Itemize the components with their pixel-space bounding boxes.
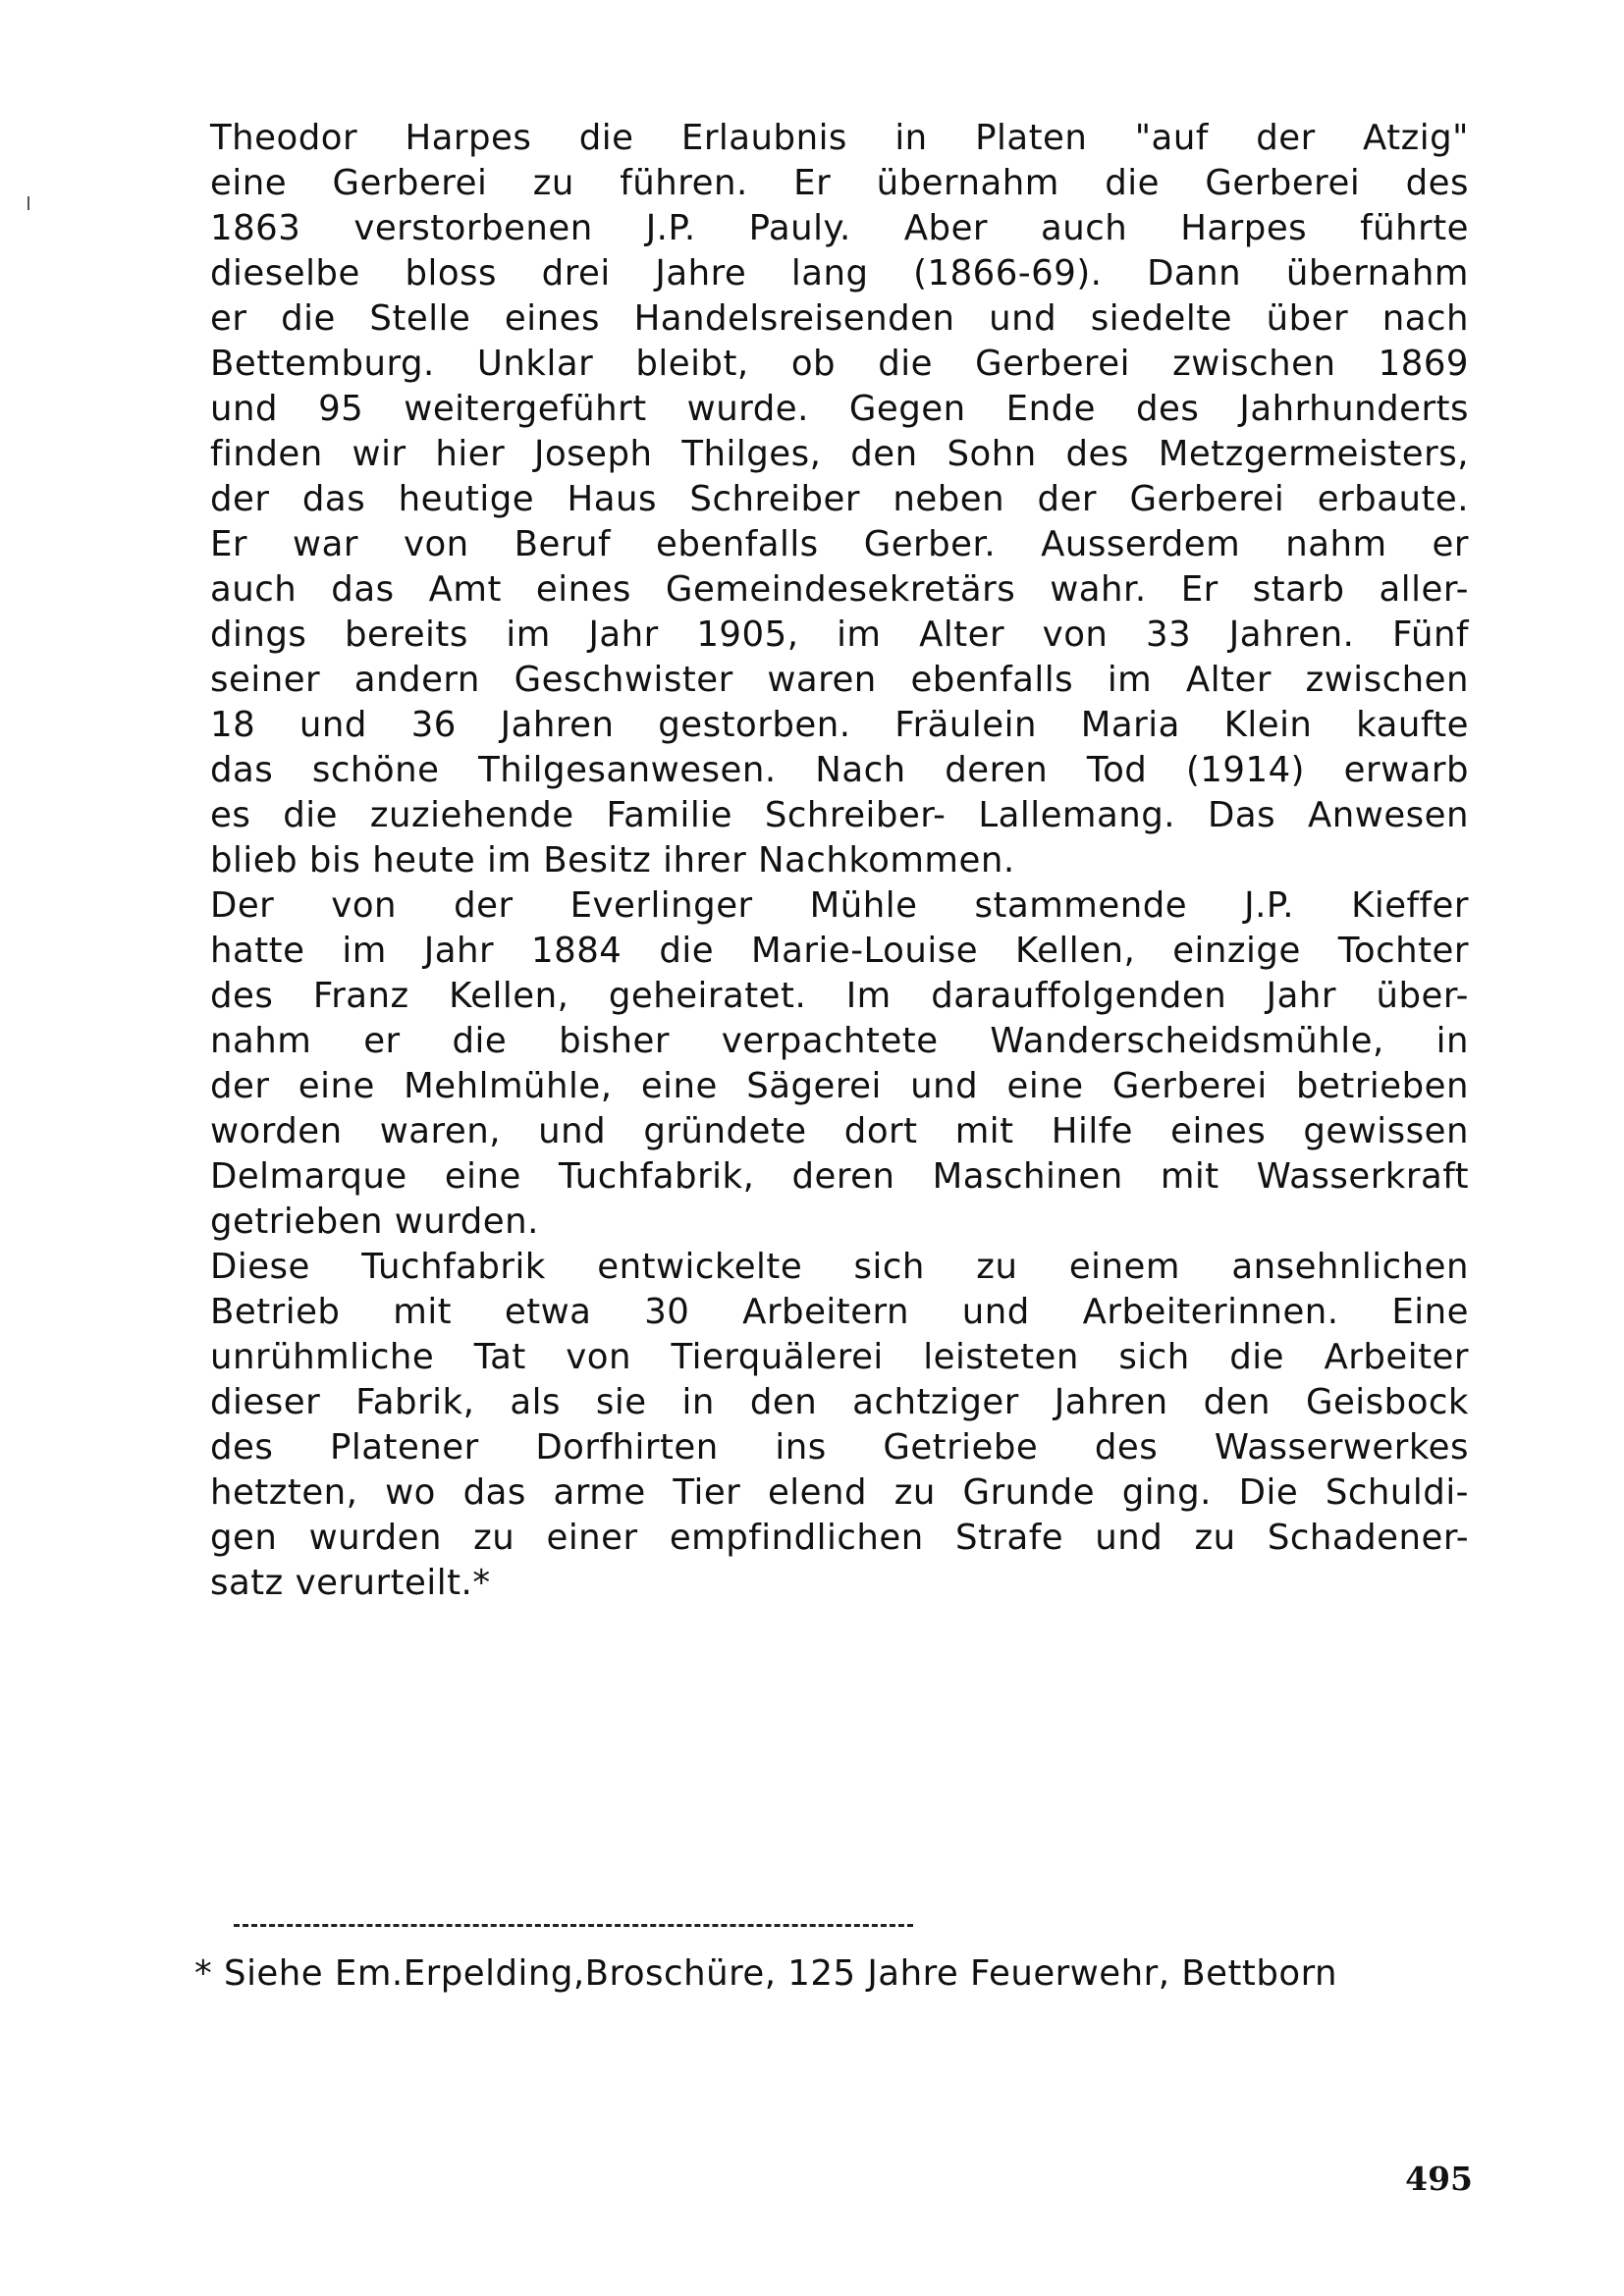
text-line: dieser Fabrik, als sie in den achtziger Jahren den Geisbock xyxy=(210,1382,1469,1422)
text-line: gen wurden zu einer empfindlichen Strafe und zu Schadener- xyxy=(210,1518,1469,1558)
text-line: und 95 weitergeführt wurde. Gegen Ende des Jahrhunderts xyxy=(210,389,1469,429)
text-line: Diese Tuchfabrik entwickelte sich zu einem ansehnlichen xyxy=(210,1247,1469,1287)
body-text xyxy=(210,116,1469,1606)
text-line: satz verurteilt.* xyxy=(210,1563,491,1603)
text-line: Er war von Beruf ebenfalls Gerber. Ausserdem nahm er xyxy=(210,524,1469,564)
text-line: der das heutige Haus Schreiber neben der Gerberei erbaute. xyxy=(210,479,1469,519)
text-line: der eine Mehlmühle, eine Sägerei und eine Gerberei betrieben xyxy=(210,1066,1469,1106)
text-line: auch das Amt eines Gemeindesekretärs wahr. Er starb aller- xyxy=(210,569,1469,610)
paragraph xyxy=(210,1245,1469,1606)
text-line: das schöne Thilgesanwesen. Nach deren Tod (1914) erwarb xyxy=(210,750,1469,790)
text-line: nahm er die bisher verpachtete Wanderscheidsmühle, in xyxy=(210,1021,1469,1061)
page-number: 495 xyxy=(1405,2160,1473,2198)
text-line: hetzten, wo das arme Tier elend zu Grunde ging. Die Schuldi- xyxy=(210,1472,1469,1513)
text-line: dings bereits im Jahr 1905, im Alter von 33 Jahren. Fünf xyxy=(210,614,1469,655)
text-line: Theodor Harpes die Erlaubnis in Platen "auf der Atzig" xyxy=(210,118,1469,158)
text-line: 1863 verstorbenen J.P. Pauly. Aber auch Harpes führte xyxy=(210,208,1469,248)
text-line: er die Stelle eines Handelsreisenden und siedelte über nach xyxy=(210,298,1469,339)
margin-mark xyxy=(27,196,29,210)
text-line: Bettemburg. Unklar bleibt, ob die Gerberei zwischen 1869 xyxy=(210,344,1469,384)
footnote: * Siehe Em.Erpelding,Broschüre, 125 Jahre Feuerwehr, Bettborn xyxy=(194,1953,1338,1994)
paragraph xyxy=(210,116,1469,883)
text-line: Der von der Everlinger Mühle stammende J.P. Kieffer xyxy=(210,885,1469,926)
text-line: des Franz Kellen, geheiratet. Im darauffolgenden Jahr über- xyxy=(210,976,1469,1016)
text-line: unrühmliche Tat von Tierquälerei leisteten sich die Arbeiter xyxy=(210,1337,1469,1377)
text-line: dieselbe bloss drei Jahre lang (1866-69). Dann übernahm xyxy=(210,253,1469,294)
text-line: seiner andern Geschwister waren ebenfalls im Alter zwischen xyxy=(210,660,1469,700)
paragraph xyxy=(210,883,1469,1245)
text-line: blieb bis heute im Besitz ihrer Nachkommen. xyxy=(210,840,1015,881)
text-line: eine Gerberei zu führen. Er übernahm die Gerberei des xyxy=(210,163,1469,203)
text-line: finden wir hier Joseph Thilges, den Sohn des Metzgermeisters, xyxy=(210,434,1469,474)
text-line: Delmarque eine Tuchfabrik, deren Maschinen mit Wasserkraft xyxy=(210,1156,1469,1197)
text-line: Betrieb mit etwa 30 Arbeitern und Arbeiterinnen. Eine xyxy=(210,1292,1469,1332)
text-line: hatte im Jahr 1884 die Marie-Louise Kellen, einzige Tochter xyxy=(210,931,1469,971)
text-line: des Platener Dorfhirten ins Getriebe des Wasserwerkes xyxy=(210,1427,1469,1468)
text-line: 18 und 36 Jahren gestorben. Fräulein Maria Klein kaufte xyxy=(210,705,1469,745)
text-line: es die zuziehende Familie Schreiber- Lallemang. Das Anwesen xyxy=(210,795,1469,835)
footnote-separator xyxy=(234,1924,913,1927)
text-line: worden waren, und gründete dort mit Hilfe eines gewissen xyxy=(210,1111,1469,1151)
text-line: getrieben wurden. xyxy=(210,1201,539,1242)
